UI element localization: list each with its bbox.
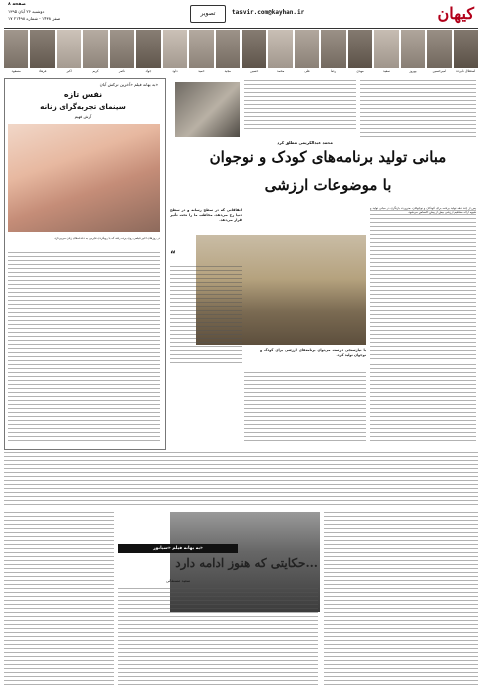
portrait-cell [427, 30, 451, 76]
second-article-text-right [324, 512, 478, 688]
portrait-photo [268, 30, 292, 68]
main-headline-line2: با موضوعات ارزشی [264, 176, 392, 194]
portrait-caption: سعید [383, 69, 390, 73]
date-lunar: ۱۷ صفر ۱۴۳۸ - شماره ۲۱۴۹۸ [8, 16, 61, 21]
portrait-photo [163, 30, 187, 68]
author-photo [175, 82, 240, 137]
portrait-cell [163, 30, 187, 76]
masthead-divider [4, 28, 478, 29]
date-persian: دوشنبه ۲۶ آبان ۱۳۹۵ [8, 9, 45, 14]
second-article-headline: حکایتی که هنوز ادامه دارد... [175, 556, 318, 570]
sidebar-body: در روزهای اخیر فیلمی روی پرده رفته که با رویکردی تجربی به دغدغه‌های زنان می‌پردازد. [53, 236, 160, 240]
portrait-photo [401, 30, 425, 68]
sidebar-headline-line1: نفس تازه [63, 90, 103, 99]
portrait-photo [4, 30, 28, 68]
portrait-photo [348, 30, 372, 68]
second-article-text-mid [118, 588, 318, 688]
portrait-cell [57, 30, 81, 76]
main-headline-line1: مبانی تولید برنامه‌های کودک و نوجوان [209, 148, 447, 166]
portrait-cell [321, 30, 345, 76]
portrait-photo [374, 30, 398, 68]
sidebar-author: آرش فهیم [74, 114, 92, 119]
portrait-cell [454, 30, 478, 76]
portrait-photo [189, 30, 213, 68]
portrait-photo [454, 30, 478, 68]
portrait-caption: جواد [145, 69, 152, 73]
portrait-caption: بهروز [409, 69, 417, 73]
sidebar-headline-line2: سینمای تجربه‌گرای زنانه [40, 102, 126, 111]
portrait-photo [216, 30, 240, 68]
portrait-caption: امیرحسین [432, 69, 447, 73]
main-article-col-right-2 [370, 364, 476, 444]
portrait-cell [189, 30, 213, 76]
site-address[interactable]: tasvir.com@kayhan.ir [232, 9, 305, 16]
main-article-top-text-right [360, 80, 476, 138]
portrait-photo [427, 30, 451, 68]
main-article-col-mid [244, 372, 366, 442]
portrait-photo [295, 30, 319, 68]
portrait-caption: مجید [224, 69, 231, 73]
second-article-text-left [4, 512, 114, 688]
portrait-photo [57, 30, 81, 68]
second-article-author: سعید مستغاثی [165, 578, 191, 583]
portrait-caption: حسین [250, 69, 259, 73]
main-article-lower-text [4, 452, 478, 508]
portrait-caption: محمد [277, 69, 285, 73]
main-article-author: محمد عبدالکریمی مطلق کرد [277, 140, 333, 145]
portrait-cell [83, 30, 107, 76]
portrait-caption: کریم [92, 69, 99, 73]
quote-mark-icon: “ [170, 250, 176, 260]
portrait-photo [110, 30, 134, 68]
portrait-caption: رضا [330, 69, 337, 73]
page-label: صفحه ۸ [8, 2, 26, 7]
portrait-caption: ناصر [118, 69, 126, 73]
main-article-col-right [370, 210, 476, 360]
portrait-caption: مهدی [356, 69, 364, 73]
portrait-cell [242, 30, 266, 76]
portrait-cell [4, 30, 28, 76]
portrait-cell [110, 30, 134, 76]
portrait-photo [30, 30, 54, 68]
second-article-kicker: به بهانه فیلم «سیانور» [118, 544, 238, 553]
main-quote: اتفاقاتی که در سطح رسانه و در سطح دنیا رخ می‌دهد، مخاطب ما را تحت تأثیر قرار می‌دهد. [170, 208, 242, 222]
portrait-caption: فرهاد [38, 69, 47, 73]
portrait-caption: حمید [198, 69, 205, 73]
portrait-cell [295, 30, 319, 76]
sidebar-text [8, 252, 160, 444]
portrait-photo [242, 30, 266, 68]
main-article-intro: پس از چند دهه تولید برنامه برای کودکان و نوجوانان، ضرورت بازنگری در مبانی تولید و شیوه ارائه مفاهیم ارزشی بیش از پیش احساس می‌شود. [370, 206, 476, 214]
masthead [0, 0, 482, 30]
sidebar-kicker: به بهانه فیلم «آخرین ترکش آبان» [99, 82, 158, 87]
main-article-col-left [170, 266, 242, 366]
pull-quote: با نیازسنجی درست می‌توان برنامه‌های ارزشی برای کودک و نوجوان تولید کرد. [260, 348, 366, 357]
portrait-cell [401, 30, 425, 76]
sidebar-film-still [8, 124, 160, 232]
portrait-photo [83, 30, 107, 68]
portrait-caption: استقلال نابرده [456, 69, 476, 73]
portrait-caption: داود [172, 69, 178, 73]
portrait-cell [30, 30, 54, 76]
main-article-top-text-mid [244, 80, 356, 130]
portrait-caption: علی [304, 69, 310, 73]
portrait-caption: مسعود [11, 69, 21, 73]
portrait-cell [136, 30, 160, 76]
portrait-cell [268, 30, 292, 76]
portrait-strip [4, 30, 478, 76]
portrait-photo [321, 30, 345, 68]
portrait-cell [374, 30, 398, 76]
section-badge: تصویر [190, 5, 226, 23]
kayhan-logo: کیهان [437, 4, 474, 23]
portrait-cell [348, 30, 372, 76]
portrait-photo [136, 30, 160, 68]
portrait-caption: اکبر [66, 69, 72, 73]
portrait-cell [216, 30, 240, 76]
